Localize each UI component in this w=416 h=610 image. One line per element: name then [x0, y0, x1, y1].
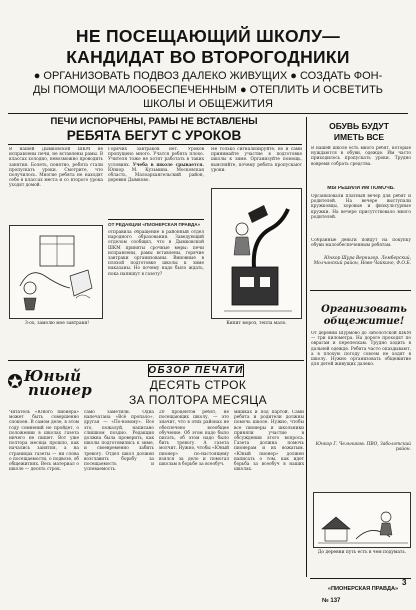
slogan-line1: ● ОРГАНИЗОВАТЬ ПОДВОЗ ДАЛЕКО ЖИВУЩИХ ● СОЗДАТЬ ФОН-	[33, 70, 383, 82]
logo-word-pioner: пионер	[28, 381, 92, 399]
review-col3: 20 процентов ребят, не посещающих школу, — это значит, что в этих районах не обеспечено всеобщее обучение. Об этом надо было писать, об этом надо было бить тревогу. А газета молчит. Нужно, чтобы «Юный пионер» по-настоящему взялся за дело и помогал школам в борьбе за всеобуч.	[159, 410, 229, 468]
review-title-line1: ДЕСЯТЬ СТРОК	[149, 378, 247, 392]
review-top-rule	[8, 360, 304, 361]
dormitory-title	[318, 304, 410, 328]
dormitory-text: От деревни Шурмово до Заболотской ШКМ — три километра. На дороге проходят по оврагам и перелескам. Трудно ходить в дальней одежде. Ребята часто опаздывают, а в плохую погоду совсем не ходят в школу. Нужно организовать общежитие для детей живущих далеко.	[311, 331, 411, 368]
slogan-line3: ШКОЛЫ И ОБЩЕЖИТИЯ	[143, 98, 273, 110]
left-article-col2-bold: Учеба в школе срывается.	[132, 162, 204, 168]
shoes-highlight: МЫ РЕШИЛИ ИМ ПОМОЧЬ.	[327, 186, 395, 191]
left-article-col2	[108, 147, 204, 217]
shoes-signature: Юнкор Шура Вернигор. Лемберский, Молчанский район, Ново-Чайкино, Ф.О.Б.	[313, 256, 411, 266]
page-number: 3	[402, 578, 407, 587]
top-rule	[8, 113, 408, 114]
shoes-text2: Организовали платный вечер для ребят и родителей. На вечере выступали кружковцы, хоровые и физкультурные кружки. На вечере присутствовало много родителей.	[311, 194, 411, 220]
editor-heading: ОТ РЕДАКЦИИ «ПИОНЕРСКАЯ ПРАВДА»	[108, 222, 201, 227]
editor-text: отправила обращение в районный отдел народного образования. Заведующий отделом сообщил, что в Дымковской ШКМ приняты срочные меры: печи исправлены, рамы вставлены, горячие завтраки организованы. Виновные в плохой подготовке школы к зиме наказаны. Но почему надо было ждать, пока напишут в газету?	[108, 230, 204, 277]
slogan-line2: ДЫ ПОМОЩИ МАЛООБЕСПЕЧЕННЫМ ● ОТЕПЛИТЬ И ОСВЕТИТЬ	[32, 84, 384, 96]
review-label: ОБЗОР ПЕЧАТИ	[148, 365, 244, 376]
review-title-line2: ЗА ПОЛТОРА МЕСЯЦА	[129, 393, 267, 407]
main-headline-line2: КАНДИДАТ ВО ВТОРОГОДНИКИ	[66, 47, 350, 67]
review-col4: мишках и под партой. Сами ребята и родители должны помочь школе. Нужно, чтобы все пионеры и школьники приняли участие в обсуждении этого вопроса. Газета должна помочь пионерам и их вожатым. «Юный пионер» должен написать о том, как идет борьба за всеобуч в наших школах.	[234, 410, 304, 473]
dormitory-title-line2: общежитие!	[323, 316, 405, 327]
shoes-title-line1: ОБУВЬ БУДУТ	[329, 121, 389, 131]
left-article-col2-text: Горячих завтраков нет. Уроков пропущено много. Учатся ребята плохо. Учителя тоже не хотят работать в таких условиях.	[108, 147, 204, 168]
stove-cartoon-left-drawing	[10, 226, 104, 320]
left-article-col3: Не только сигнализируйте, но и сами принимайте участие в подготовке школы к зиме. Организуйте помощь, выясняйте, почему ребята пропускают уроки.	[211, 147, 302, 173]
stove-cartoon-left	[9, 225, 103, 319]
left-article-col2-sign: Юнкор М. Кузьмина. Московская область, Малоархангельский район, деревня Дымково.	[108, 167, 204, 184]
issue-number: № 137	[322, 598, 341, 604]
left-pic-caption: 3-ох, замолю мое завтраки!	[24, 321, 90, 326]
village-cartoon-drawing	[314, 493, 412, 549]
shoes-text: В нашей школе есть много ребят, которые нуждаются в обуви, одежде. Им часто приходилось пропускать уроки. Трудно вовремя собрать средства.	[311, 146, 411, 167]
shoes-rule	[310, 290, 411, 291]
shoes-title-line2: ИМЕТЬ ВСЕ	[333, 132, 385, 142]
footer-rule	[310, 578, 411, 579]
village-cartoon	[313, 492, 411, 548]
logo-word-yuny: Юный	[24, 367, 82, 385]
right-column-divider	[306, 117, 307, 577]
yuny-pioner-logo	[6, 367, 110, 397]
review-col2: само заметили. Одна напечатана «Всё пропало», другая — «По-новому». Все это, пожалуй, написано слишком поздно. Редакция должна была проверить, как школы подготовились к зиме, и своевременно забить тревогу. Отдел школ должен возглавить борьбу за посещаемость и успеваемость.	[84, 410, 154, 473]
left-article-col1: В нашей Дымковской ШКМ не исправлены печи, не вставлены рамы. В классах холодно, невозможно проводить занятия. Болеть, понятно, ребята стали пропускать уроки. Смотрите, что получилось. Многие ребята не находят себе в классах места и со второго урока уходят домой.	[9, 147, 103, 189]
stove-cartoon-right-drawing	[212, 189, 303, 320]
right-pic-caption: Кипит мороз, тепла мало.	[226, 321, 287, 326]
stove-cartoon-right	[211, 188, 302, 319]
left-article-kicker: ПЕЧИ ИСПОРЧЕНЫ, РАМЫ НЕ ВСТАВЛЕНЫ	[50, 116, 258, 127]
shoes-text3: Собранные деньги пойдут на покупку обуви малообеспеченным ребятам.	[311, 238, 411, 249]
left-article-title: РЕБЯТА БЕГУТ С УРОКОВ	[66, 128, 242, 143]
review-col1: Читатель «Юного пионера» может быть совершенно спокоен. В самом деле, в этом году сомнений не пройдет, о положении в школах газета ничего не пишет. Вот уже полтора месяца прошло, как начались занятия, а на страницах газеты — ни слова о посещаемости, о подвозе, об общежитиях. Весь материал о школе — десять строк.	[9, 410, 79, 473]
editor-rule-top	[108, 219, 204, 220]
dormitory-signature: Юнкор Г. Чельников. ПВО, Заболотский район.	[315, 442, 411, 452]
dormitory-title-line1: Организовать	[321, 304, 407, 315]
footer-title: «ПИОНЕРСКАЯ ПРАВДА»	[327, 586, 399, 592]
left-article-rule	[8, 144, 302, 145]
main-headline-line1: НЕ ПОСЕЩАЮЩИЙ ШКОЛУ—	[75, 26, 341, 46]
village-caption: До деревни путь есть в чем подумать.	[317, 550, 407, 555]
